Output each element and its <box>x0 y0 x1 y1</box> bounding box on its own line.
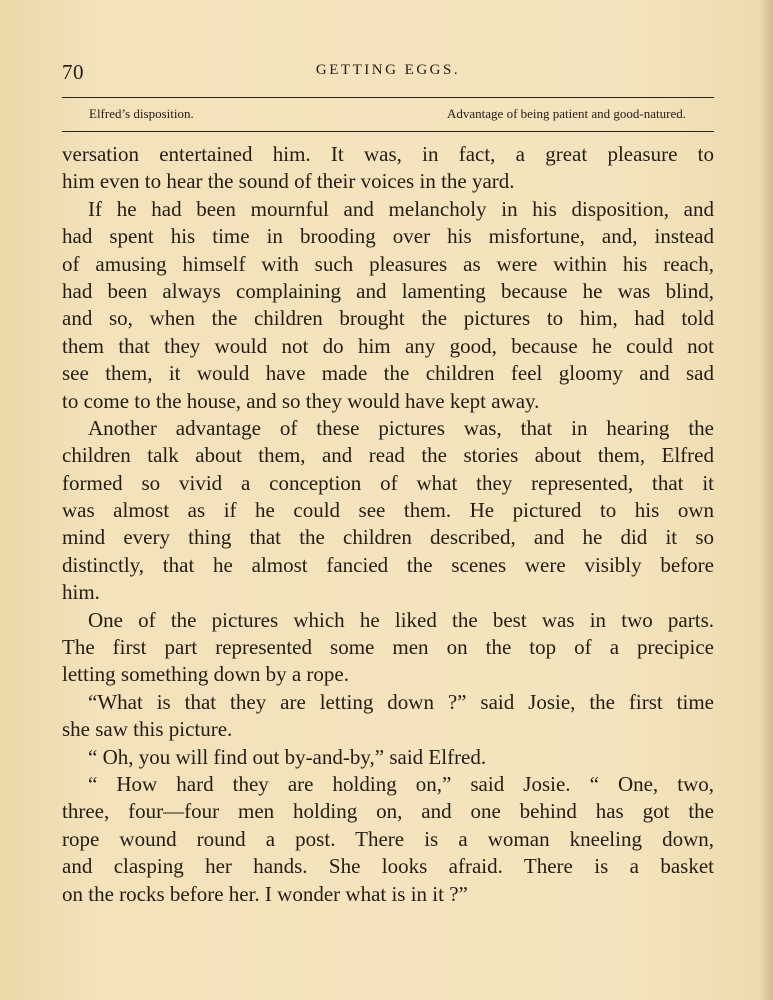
text-line: The first part represented some men on the top of a precipice <box>62 635 714 660</box>
text-line: Another advantage of these pictures was, that in hearing the <box>88 415 714 440</box>
side-note-left: Elfred’s disposition. <box>89 106 194 121</box>
text-line: three, four—four men holding on, and one behind has got the <box>62 799 714 824</box>
text-line: “What is that they are letting down ?” said Josie, the first time <box>88 689 714 714</box>
text-line: see them, it would have made the children feel gloomy and sad <box>62 361 714 386</box>
text-line: she saw this picture. <box>62 717 233 742</box>
text-line: One of the pictures which he liked the best was in two parts. <box>88 607 714 632</box>
text-line: and so, when the children brought the pictures to him, had told <box>62 306 714 331</box>
text-line: on the rocks before her. I wonder what is in it ?” <box>62 881 468 906</box>
text-line: “ Oh, you will find out by-and-by,” said Elfred. <box>88 744 487 769</box>
text-line: children talk about them, and read the stories about them, Elfred <box>62 443 714 468</box>
page-number: 70 <box>62 60 84 84</box>
text-line: distinctly, that he almost fancied the scenes were visibly before <box>62 552 714 577</box>
header-rule-top <box>62 97 714 98</box>
text-line: rope wound round a post. There is a woman kneeling down, <box>62 826 714 851</box>
text-line: had been always complaining and lamenting because he was blind, <box>62 278 714 303</box>
text-line: to come to the house, and so they would have kept away. <box>62 388 540 413</box>
running-head <box>62 60 714 86</box>
text-line: and clasping her hands. She looks afraid. There is a basket <box>62 854 714 879</box>
text-line: “ How hard they are holding on,” said Josie. “ One, two, <box>88 771 714 796</box>
text-line: him. <box>62 580 100 605</box>
running-title: GETTING EGGS. <box>315 62 461 78</box>
text-line: letting something down by a rope. <box>62 662 349 687</box>
text-line: was almost as if he could see them. He pictured to his own <box>62 498 714 523</box>
text-line: mind every thing that the children described, and he did it so <box>62 525 714 550</box>
text-line: him even to hear the sound of their voices in the yard. <box>62 169 515 194</box>
text-line: of amusing himself with such pleasures as were within his reach, <box>62 251 714 276</box>
header-rule-bottom <box>62 131 714 132</box>
text-line: If he had been mournful and melancholy in his disposition, and <box>88 196 714 221</box>
text-line: formed so vivid a conception of what they represented, that it <box>62 470 714 495</box>
text-line: versation entertained him. It was, in fact, a great pleasure to <box>62 142 714 166</box>
page-edge-shadow <box>759 0 773 1000</box>
text-line: them that they would not do him any good, because he could not <box>62 333 714 358</box>
body-text <box>62 141 714 908</box>
side-note-right: Advantage of being patient and good-natured. <box>447 106 686 121</box>
text-line: had spent his time in brooding over his misfortune, and, instead <box>62 224 714 249</box>
